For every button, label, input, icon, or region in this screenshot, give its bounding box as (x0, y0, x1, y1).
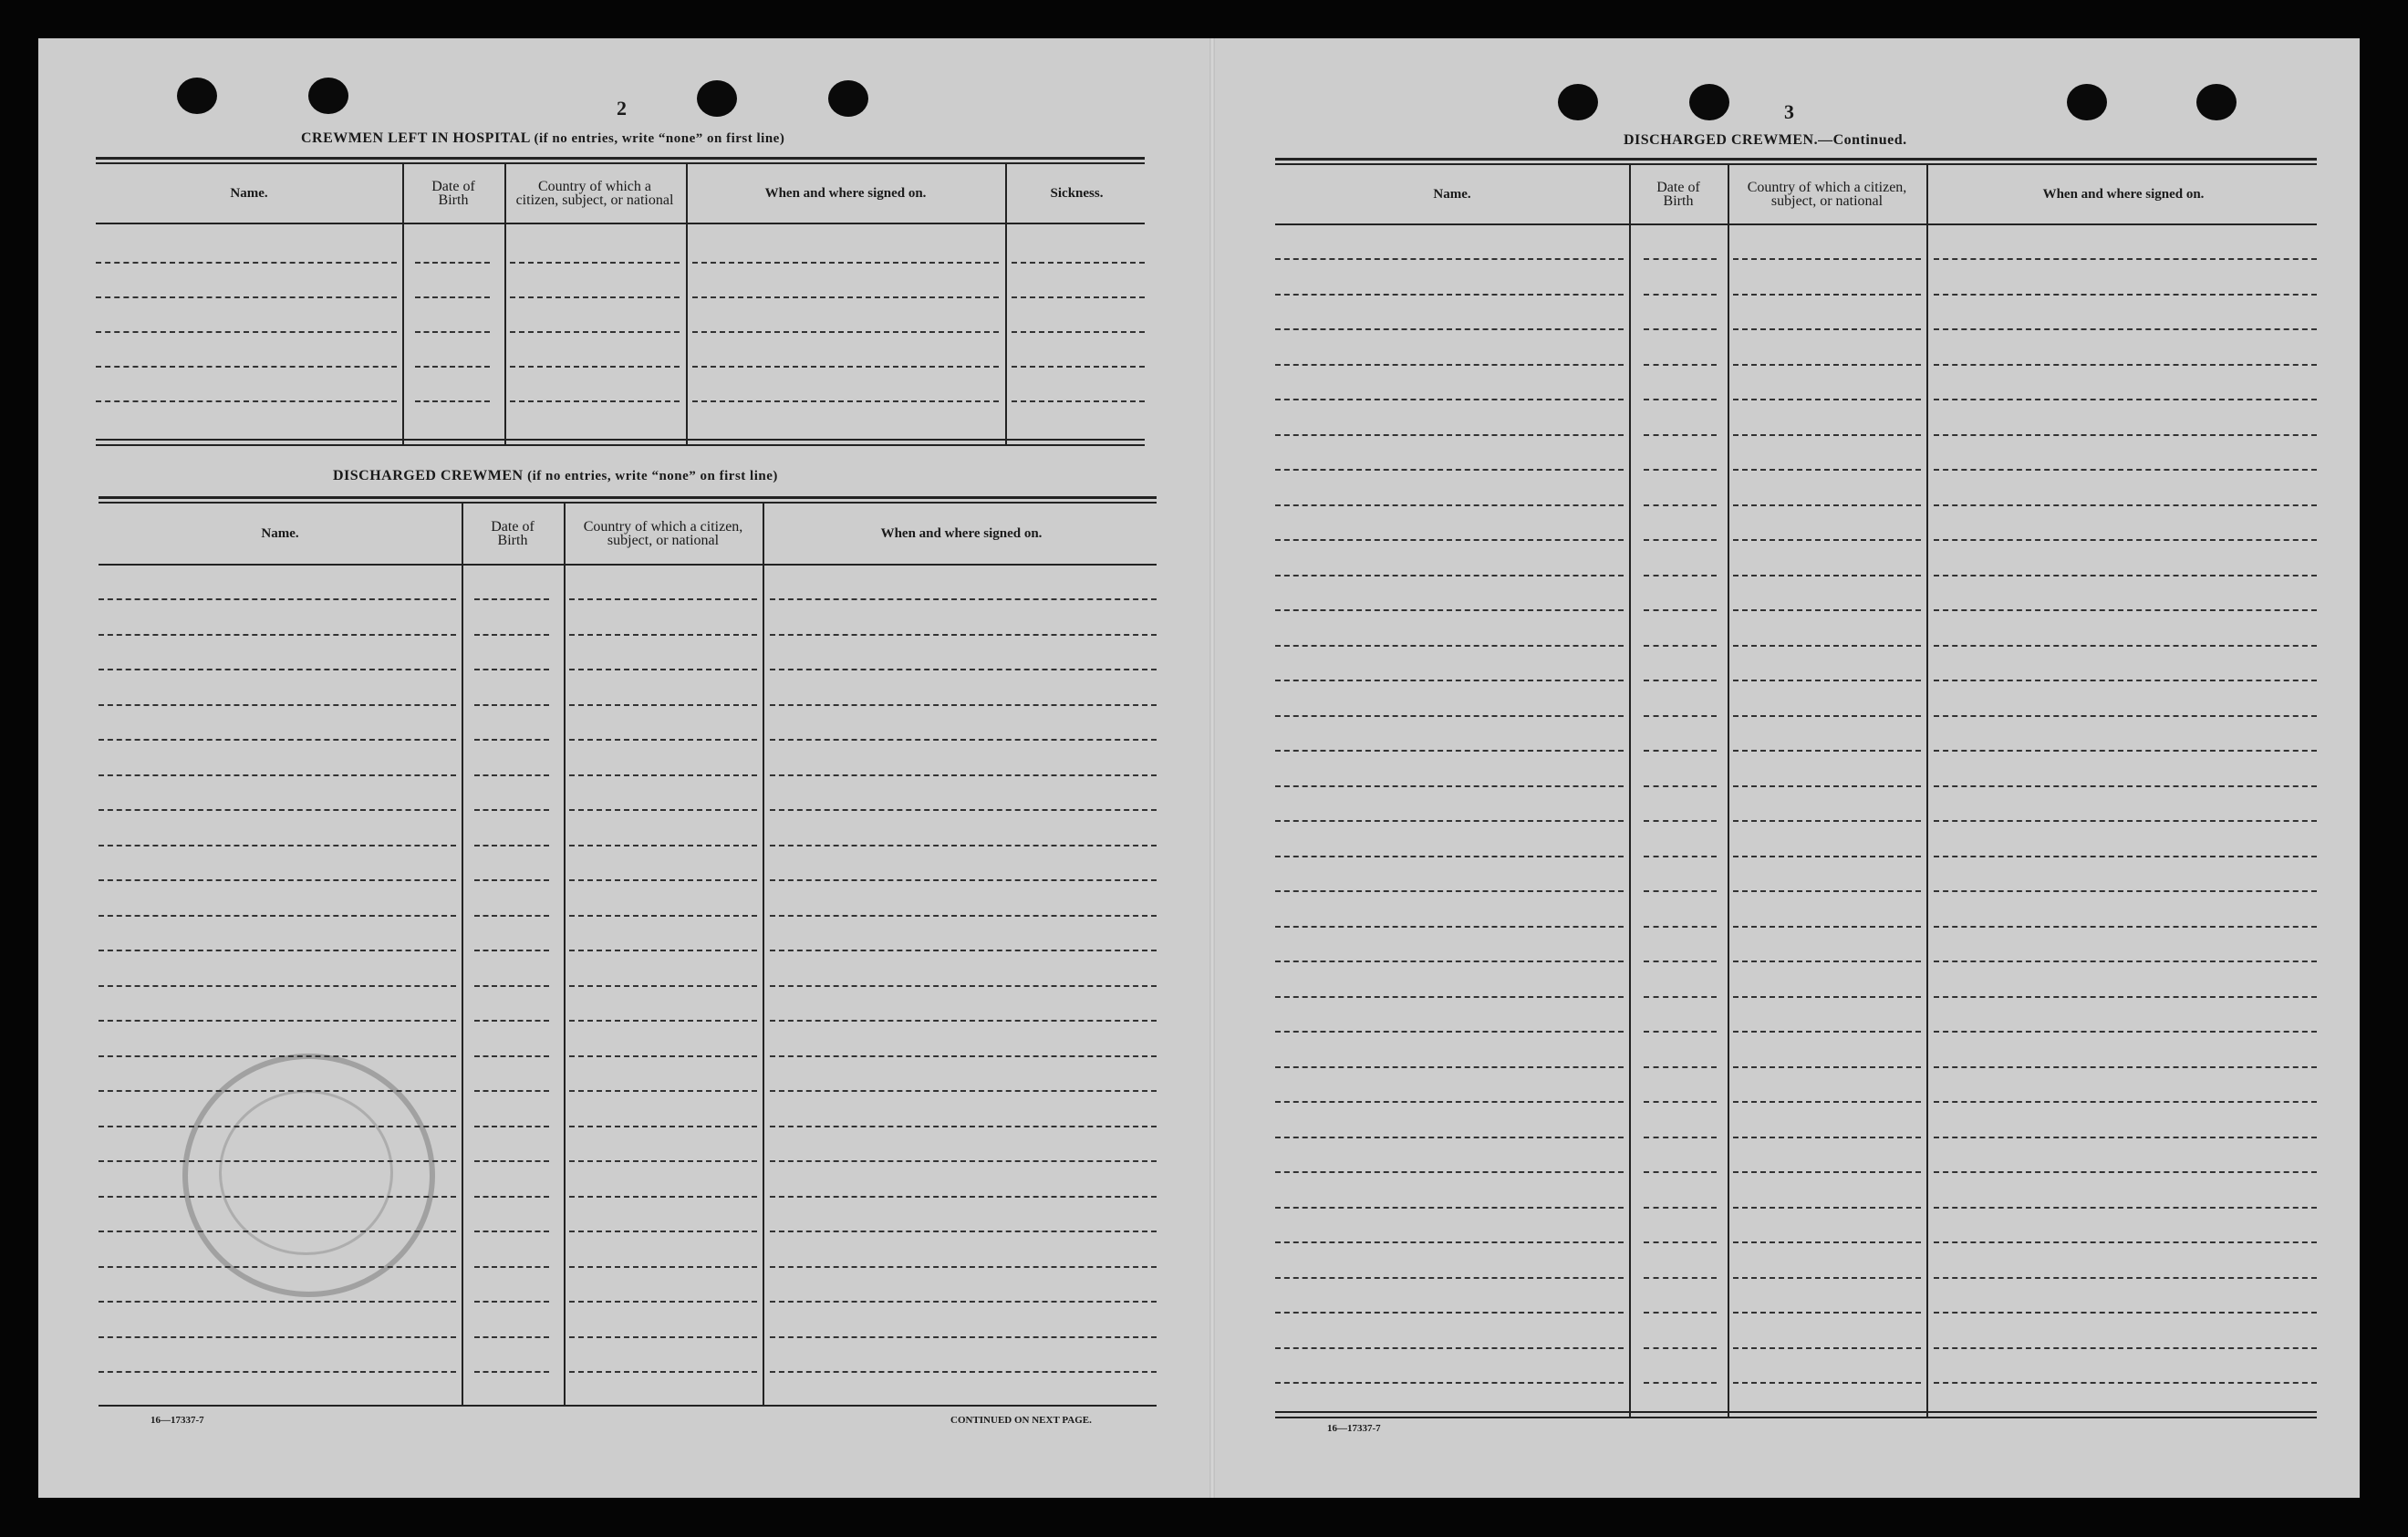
entry-line-segment (1733, 609, 1921, 611)
entry-line-segment (770, 1196, 1157, 1198)
entry-line-segment (1733, 1066, 1921, 1068)
entry-line-segment (569, 1371, 757, 1373)
entry-line-segment (1733, 575, 1921, 576)
entry-line-segment (474, 739, 549, 741)
entry-line-segment (1733, 1137, 1921, 1138)
punch-hole (1689, 84, 1729, 120)
col-header-signed-on: When and where signed on. (764, 185, 927, 201)
entry-line-segment (692, 400, 999, 402)
entry-line-segment (569, 950, 757, 951)
entry-line-segment (770, 1055, 1157, 1057)
entry-line-segment (1644, 1312, 1717, 1314)
entry-line-segment (770, 809, 1157, 811)
entry-line-segment (1733, 364, 1921, 366)
entry-line-segment (770, 739, 1157, 741)
entry-line-segment (415, 400, 490, 402)
entry-line-segment (1275, 1277, 1624, 1279)
entry-line-segment (474, 1266, 549, 1268)
entry-line-segment (1644, 1137, 1717, 1138)
page-number: 3 (1784, 100, 1794, 123)
entry-line-segment (770, 915, 1157, 917)
entry-line-segment (1934, 715, 2317, 717)
entry-line-segment (99, 1020, 456, 1022)
entry-line-segment (1644, 364, 1717, 366)
punch-hole (2067, 84, 2107, 120)
entry-line-segment (1733, 504, 1921, 506)
entry-line-segment (474, 1090, 549, 1092)
entry-line-segment (415, 296, 490, 298)
entry-line-segment (569, 1196, 757, 1198)
entry-line-segment (1733, 785, 1921, 787)
entry-line-segment (99, 598, 456, 600)
entry-line-segment (99, 985, 456, 987)
entry-line-segment (1275, 575, 1624, 576)
entry-line-segment (1644, 820, 1717, 822)
entry-line-segment (1733, 1171, 1921, 1173)
entry-line-segment (569, 739, 757, 741)
entry-line-segment (415, 262, 490, 264)
punch-hole (2196, 84, 2237, 120)
entry-line-segment (1275, 1382, 1624, 1384)
entry-line-segment (474, 1160, 549, 1162)
page-number: 2 (617, 97, 627, 119)
entry-line-segment (569, 774, 757, 776)
entry-line-segment (474, 950, 549, 951)
entry-line-segment (1733, 1382, 1921, 1384)
col-header-sickness: Sickness. (1050, 185, 1104, 201)
entry-line-segment (99, 1231, 456, 1232)
entry-line-segment (96, 366, 397, 368)
entry-line-segment (1733, 1031, 1921, 1033)
entry-line-segment (1644, 890, 1717, 892)
entry-line-segment (474, 704, 549, 706)
form-number: 16—17337-7 (1327, 1423, 1381, 1434)
entry-line-segment (99, 1371, 456, 1373)
entry-line-segment (569, 1020, 757, 1022)
entry-line-segment (770, 1231, 1157, 1232)
entry-line-segment (1644, 856, 1717, 857)
entry-line-segment (1934, 890, 2317, 892)
entry-line-segment (1934, 434, 2317, 436)
entry-line-segment (99, 1266, 456, 1268)
entry-line-segment (99, 774, 456, 776)
entry-line-segment (1012, 331, 1145, 333)
entry-line-segment (99, 950, 456, 951)
discharged-continued-title: DISCHARGED CREWMEN.—Continued. (1624, 132, 1907, 148)
entry-line-segment (1275, 609, 1624, 611)
entry-line-segment (1275, 645, 1624, 647)
hospital-table (96, 157, 1145, 447)
entry-line-segment (569, 915, 757, 917)
entry-line-segment (1275, 504, 1624, 506)
entry-line-segment (770, 669, 1157, 670)
entry-line-segment (96, 331, 397, 333)
entry-line-segment (474, 845, 549, 846)
entry-line-segment (1934, 1101, 2317, 1103)
entry-line-segment (1733, 294, 1921, 296)
entry-line-segment (569, 985, 757, 987)
entry-line-segment (569, 809, 757, 811)
entry-line-segment (474, 634, 549, 636)
entry-line-segment (96, 262, 397, 264)
entry-line-segment (1012, 296, 1145, 298)
punch-hole (177, 78, 217, 114)
entry-line-segment (1733, 434, 1921, 436)
entry-line-segment (1934, 1241, 2317, 1243)
col-header-name: Name. (230, 185, 268, 201)
entry-line-segment (1275, 1207, 1624, 1209)
entry-line-segment (1934, 364, 2317, 366)
entry-line-segment (1934, 399, 2317, 400)
entry-line-segment (1733, 539, 1921, 541)
entry-line-segment (692, 296, 999, 298)
entry-line-segment (1934, 1066, 2317, 1068)
entry-line-segment (692, 331, 999, 333)
entry-line-segment (1934, 609, 2317, 611)
entry-line-segment (1644, 1347, 1717, 1349)
entry-line-segment (1644, 996, 1717, 998)
entry-line-segment (1275, 750, 1624, 752)
entry-line-segment (474, 1196, 549, 1198)
punch-hole (308, 78, 348, 114)
entry-line-segment (96, 296, 397, 298)
entry-line-segment (99, 1301, 456, 1303)
entry-line-segment (770, 634, 1157, 636)
entry-line-segment (1733, 469, 1921, 471)
entry-line-segment (1934, 926, 2317, 928)
entry-line-segment (1733, 1101, 1921, 1103)
entry-line-segment (569, 1301, 757, 1303)
entry-line-segment (1644, 1171, 1717, 1173)
entry-line-segment (474, 1301, 549, 1303)
entry-line-segment (1275, 1031, 1624, 1033)
punch-hole (828, 80, 868, 117)
entry-line-segment (569, 1090, 757, 1092)
entry-line-segment (1275, 434, 1624, 436)
entry-line-segment (569, 1160, 757, 1162)
entry-line-segment (99, 704, 456, 706)
page-fold (1209, 38, 1215, 1498)
entry-line-segment (474, 879, 549, 881)
discharged-title-note: (if no entries, write “none” on first line) (527, 469, 778, 483)
entry-line-segment (99, 634, 456, 636)
entry-line-segment (1275, 996, 1624, 998)
entry-line-segment (1934, 504, 2317, 506)
entry-line-segment (99, 1126, 456, 1127)
entry-line-segment (1733, 1347, 1921, 1349)
entry-line-segment (1275, 1101, 1624, 1103)
discharged-table (99, 496, 1157, 1408)
entry-line-segment (569, 634, 757, 636)
entry-line-segment (1733, 258, 1921, 260)
entry-line-segment (1733, 1207, 1921, 1209)
entry-line-segment (1644, 750, 1717, 752)
entry-line-segment (1275, 680, 1624, 681)
entry-line-segment (1275, 1171, 1624, 1173)
entry-line-segment (99, 739, 456, 741)
entry-line-segment (474, 598, 549, 600)
entry-line-segment (1733, 645, 1921, 647)
discharged-continued-table (1275, 158, 2317, 1421)
col-header-country: Country of which a citizen, subject, or national (515, 179, 674, 208)
entry-line-segment (1934, 469, 2317, 471)
entry-line-segment (474, 1020, 549, 1022)
entry-line-segment (474, 809, 549, 811)
form-number: 16—17337-7 (150, 1415, 204, 1426)
entry-line-segment (1934, 539, 2317, 541)
entry-line-segment (692, 262, 999, 264)
entry-line-segment (1275, 785, 1624, 787)
entry-line-segment (1733, 715, 1921, 717)
entry-line-segment (1275, 890, 1624, 892)
entry-line-segment (1644, 258, 1717, 260)
entry-line-segment (99, 669, 456, 670)
entry-line-segment (770, 1160, 1157, 1162)
entry-line-segment (1644, 961, 1717, 962)
entry-line-segment (1733, 1241, 1921, 1243)
entry-line-segment (1934, 961, 2317, 962)
entry-line-segment (1644, 328, 1717, 330)
entry-line-segment (1733, 926, 1921, 928)
entry-line-segment (1733, 750, 1921, 752)
col-header-name: Name. (261, 525, 299, 541)
entry-line-segment (1644, 469, 1717, 471)
entry-line-segment (99, 1336, 456, 1338)
entry-line-segment (510, 296, 680, 298)
entry-line-segment (1733, 890, 1921, 892)
entry-line-segment (1644, 609, 1717, 611)
col-header-signed-on: When and where signed on. (880, 525, 1043, 541)
entry-line-segment (569, 1126, 757, 1127)
entry-line-segment (770, 1266, 1157, 1268)
entry-line-segment (1644, 575, 1717, 576)
entry-line-segment (1012, 366, 1145, 368)
entry-line-segment (474, 669, 549, 670)
entry-line-segment (510, 366, 680, 368)
entry-line-segment (1934, 1207, 2317, 1209)
entry-line-segment (510, 262, 680, 264)
entry-line-segment (1934, 680, 2317, 681)
entry-line-segment (99, 915, 456, 917)
continued-note: CONTINUED ON NEXT PAGE. (950, 1415, 1092, 1426)
entry-line-segment (99, 1090, 456, 1092)
entry-line-segment (569, 1336, 757, 1338)
entry-line-segment (1644, 539, 1717, 541)
entry-line-segment (474, 915, 549, 917)
entry-line-segment (1934, 1347, 2317, 1349)
entry-line-segment (569, 598, 757, 600)
punch-hole (1558, 84, 1598, 120)
entry-line-segment (1644, 645, 1717, 647)
entry-line-segment (99, 1160, 456, 1162)
entry-line-segment (1275, 1312, 1624, 1314)
discharged-title-text: DISCHARGED CREWMEN (333, 468, 524, 483)
col-header-date-of-birth: Date of Birth (491, 519, 535, 548)
entry-line-segment (1934, 1137, 2317, 1138)
entry-line-segment (474, 1371, 549, 1373)
entry-line-segment (569, 1055, 757, 1057)
entry-line-segment (569, 1231, 757, 1232)
entry-line-segment (1934, 750, 2317, 752)
entry-line-segment (770, 1020, 1157, 1022)
entry-line-segment (569, 845, 757, 846)
entry-line-segment (1934, 1031, 2317, 1033)
col-header-date-of-birth: Date of Birth (431, 179, 475, 208)
entry-line-segment (770, 704, 1157, 706)
col-header-country: Country of which a citizen, subject, or national (583, 519, 743, 548)
entry-line-segment (1275, 364, 1624, 366)
entry-line-segment (1644, 926, 1717, 928)
entry-line-segment (569, 704, 757, 706)
entry-line-segment (1012, 400, 1145, 402)
entry-line-segment (1275, 715, 1624, 717)
entry-line-segment (474, 1231, 549, 1232)
entry-line-segment (1275, 961, 1624, 962)
entry-line-segment (1934, 575, 2317, 576)
entry-line-segment (569, 1266, 757, 1268)
entry-line-segment (1934, 996, 2317, 998)
col-header-name: Name. (1433, 186, 1471, 202)
entry-line-segment (1644, 1066, 1717, 1068)
entry-line-segment (1275, 1347, 1624, 1349)
entry-line-segment (569, 669, 757, 670)
entry-line-segment (770, 598, 1157, 600)
col-header-date-of-birth: Date of Birth (1656, 180, 1700, 209)
entry-line-segment (1934, 258, 2317, 260)
entry-line-segment (1644, 399, 1717, 400)
entry-line-segment (99, 845, 456, 846)
entry-line-segment (1644, 680, 1717, 681)
entry-line-segment (474, 1336, 549, 1338)
entry-line-segment (1275, 469, 1624, 471)
hospital-title-note: (if no entries, write “none” on first line) (534, 131, 785, 146)
entry-line-segment (474, 1055, 549, 1057)
entry-line-segment (692, 366, 999, 368)
entry-line-segment (1934, 328, 2317, 330)
entry-line-segment (1644, 715, 1717, 717)
entry-line-segment (99, 1055, 456, 1057)
entry-line-segment (474, 1126, 549, 1127)
entry-line-segment (1644, 1101, 1717, 1103)
entry-line-segment (1934, 785, 2317, 787)
entry-line-segment (99, 1196, 456, 1198)
entry-line-segment (770, 1301, 1157, 1303)
col-header-country: Country of which a citizen, subject, or national (1747, 180, 1907, 209)
entry-line-segment (770, 1090, 1157, 1092)
entry-line-segment (96, 400, 397, 402)
hospital-section-title (301, 130, 784, 147)
entry-line-segment (1644, 1031, 1717, 1033)
entry-line-segment (770, 1126, 1157, 1127)
entry-line-segment (99, 809, 456, 811)
entry-line-segment (1275, 399, 1624, 400)
entry-line-segment (1275, 820, 1624, 822)
entry-line-segment (1733, 680, 1921, 681)
entry-line-segment (1275, 926, 1624, 928)
punch-hole (697, 80, 737, 117)
entry-line-segment (1644, 785, 1717, 787)
entry-line-segment (770, 985, 1157, 987)
entry-line-segment (1733, 996, 1921, 998)
entry-line-segment (1733, 328, 1921, 330)
entry-line-segment (1275, 258, 1624, 260)
entry-line-segment (1275, 856, 1624, 857)
entry-line-segment (1275, 1241, 1624, 1243)
entry-line-segment (1644, 504, 1717, 506)
entry-line-segment (1275, 539, 1624, 541)
entry-line-segment (1275, 1066, 1624, 1068)
entry-line-segment (1934, 820, 2317, 822)
entry-line-segment (474, 774, 549, 776)
entry-line-segment (1733, 1312, 1921, 1314)
hospital-title-text: CREWMEN LEFT IN HOSPITAL (301, 130, 531, 146)
entry-line-segment (1644, 1382, 1717, 1384)
entry-line-segment (770, 845, 1157, 846)
entry-line-segment (1644, 294, 1717, 296)
entry-line-segment (474, 985, 549, 987)
entry-line-segment (1012, 262, 1145, 264)
entry-line-segment (1934, 645, 2317, 647)
entry-line-segment (1275, 1137, 1624, 1138)
discharged-section-title (333, 468, 778, 484)
col-header-signed-on: When and where signed on. (2042, 186, 2205, 202)
entry-line-segment (1644, 1277, 1717, 1279)
entry-line-segment (510, 331, 680, 333)
entry-line-segment (770, 879, 1157, 881)
entry-line-segment (1644, 1241, 1717, 1243)
entry-line-segment (415, 366, 490, 368)
entry-line-segment (510, 400, 680, 402)
entry-line-segment (1733, 1277, 1921, 1279)
entry-line-segment (1934, 1382, 2317, 1384)
entry-line-segment (1733, 820, 1921, 822)
entry-line-segment (415, 331, 490, 333)
entry-line-segment (1934, 1171, 2317, 1173)
entry-line-segment (1733, 399, 1921, 400)
entry-line-segment (770, 1336, 1157, 1338)
entry-line-segment (1275, 328, 1624, 330)
entry-line-segment (1275, 294, 1624, 296)
entry-line-segment (1733, 961, 1921, 962)
entry-line-segment (770, 950, 1157, 951)
entry-line-segment (770, 774, 1157, 776)
entry-line-segment (1733, 856, 1921, 857)
entry-line-segment (1934, 294, 2317, 296)
entry-line-segment (1934, 1312, 2317, 1314)
entry-line-segment (1934, 1277, 2317, 1279)
entry-line-segment (569, 879, 757, 881)
entry-line-segment (770, 1371, 1157, 1373)
entry-line-segment (1644, 1207, 1717, 1209)
entry-line-segment (1934, 856, 2317, 857)
entry-line-segment (99, 879, 456, 881)
entry-line-segment (1644, 434, 1717, 436)
